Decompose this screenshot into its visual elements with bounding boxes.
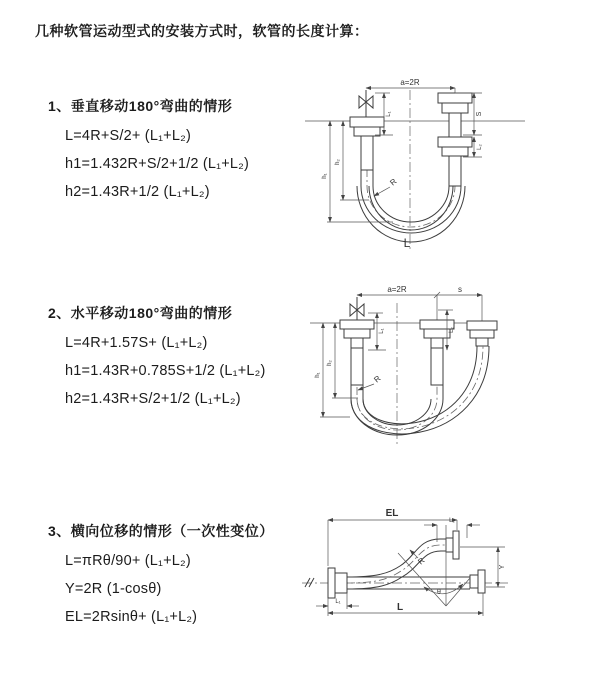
formula-line: EL=2Rsinθ+ (L₁+L₂) bbox=[65, 609, 198, 625]
dim-a-2r bbox=[366, 78, 455, 93]
flange-lower-right bbox=[470, 570, 485, 593]
dim-label-y: Y bbox=[499, 564, 506, 570]
formula-line: h2=1.43R+S/2+1/2 (L₁+L₂) bbox=[65, 391, 241, 407]
dim-label-a2r: a=2R bbox=[400, 78, 420, 87]
section-2-heading: 2、水平移动180°弯曲的情形 bbox=[48, 305, 233, 321]
diagram-horizontal-180-bend bbox=[300, 283, 600, 461]
diagram-vertical-180-bend bbox=[297, 70, 555, 262]
formula-line: L=4R+1.57S+ (L₁+L₂) bbox=[65, 335, 208, 351]
formula-line: Y=2R (1-cosθ) bbox=[65, 581, 162, 597]
flange-upper-right bbox=[446, 531, 459, 559]
hose-u-displaced bbox=[351, 346, 489, 434]
dim-label-theta: θ bbox=[437, 589, 441, 596]
flange-left bbox=[340, 320, 374, 385]
hose-u-original bbox=[351, 385, 443, 435]
dim-label-a2r: a=2R bbox=[387, 285, 407, 294]
page-title: 几种软管运动型式的安装方式时，软管的长度计算： bbox=[35, 23, 369, 39]
valve-icon bbox=[359, 90, 373, 117]
dim-label-h2: h₂ bbox=[327, 360, 333, 366]
dim-label-r: R bbox=[372, 373, 383, 385]
diagram-lateral-displacement bbox=[300, 492, 600, 647]
section-1 bbox=[48, 96, 249, 200]
section-2 bbox=[48, 303, 266, 407]
formula-line: h2=1.43R+1/2 (L₁+L₂) bbox=[65, 184, 210, 200]
dim-label-l: L bbox=[396, 602, 404, 613]
flange-left bbox=[328, 568, 347, 598]
dim-label-h1: h₁ bbox=[315, 372, 321, 378]
formula-line: L=πRθ/90+ (L₁+L₂) bbox=[65, 553, 191, 569]
formula-line: h1=1.432R+S/2+1/2 (L₁+L₂) bbox=[65, 156, 250, 172]
dim-label-l2: L₂ bbox=[449, 518, 455, 524]
dim-el bbox=[328, 508, 457, 566]
dim-label-s: s bbox=[458, 285, 462, 294]
formula-line: h1=1.43R+0.785S+1/2 (L₁+L₂) bbox=[65, 363, 266, 379]
section-1-heading: 1、垂直移动180°弯曲的情形 bbox=[48, 98, 233, 114]
dim-label-l1: L₁ bbox=[379, 328, 385, 334]
dim-l1 bbox=[316, 593, 359, 609]
flange-left bbox=[350, 117, 384, 170]
flange-right-upper bbox=[438, 93, 472, 137]
formula-line: L=4R+S/2+ (L₁+L₂) bbox=[65, 128, 191, 144]
dim-label-r: R bbox=[416, 555, 427, 567]
label-radius bbox=[374, 177, 399, 196]
dim-label-r: R bbox=[388, 176, 399, 188]
dim-label-l2: L₂ bbox=[449, 327, 455, 333]
dim-label-h1: h₁ bbox=[322, 173, 328, 179]
dim-label-l2: L₂ bbox=[477, 144, 483, 150]
dim-label-el: EL bbox=[385, 508, 399, 519]
section-3-heading: 3、横向位移的情形（一次性变位） bbox=[48, 523, 274, 539]
pipe-break-mark bbox=[305, 578, 314, 587]
centerlines bbox=[305, 90, 525, 250]
dim-label-l1: L₁ bbox=[335, 599, 341, 605]
dim-l1 bbox=[368, 313, 386, 350]
section-3 bbox=[48, 521, 274, 625]
dim-label-s: S bbox=[476, 111, 483, 117]
dim-l bbox=[328, 593, 483, 616]
dim-a-2r bbox=[357, 285, 482, 321]
flange-right-lower bbox=[438, 137, 472, 186]
hose-displaced-position bbox=[347, 539, 446, 589]
dim-label-l: L bbox=[403, 236, 411, 250]
dim-label-h2: h₂ bbox=[335, 159, 341, 165]
flange-right bbox=[467, 321, 497, 346]
valve-icon bbox=[350, 297, 364, 320]
dim-label-l1: L₁ bbox=[386, 111, 392, 117]
